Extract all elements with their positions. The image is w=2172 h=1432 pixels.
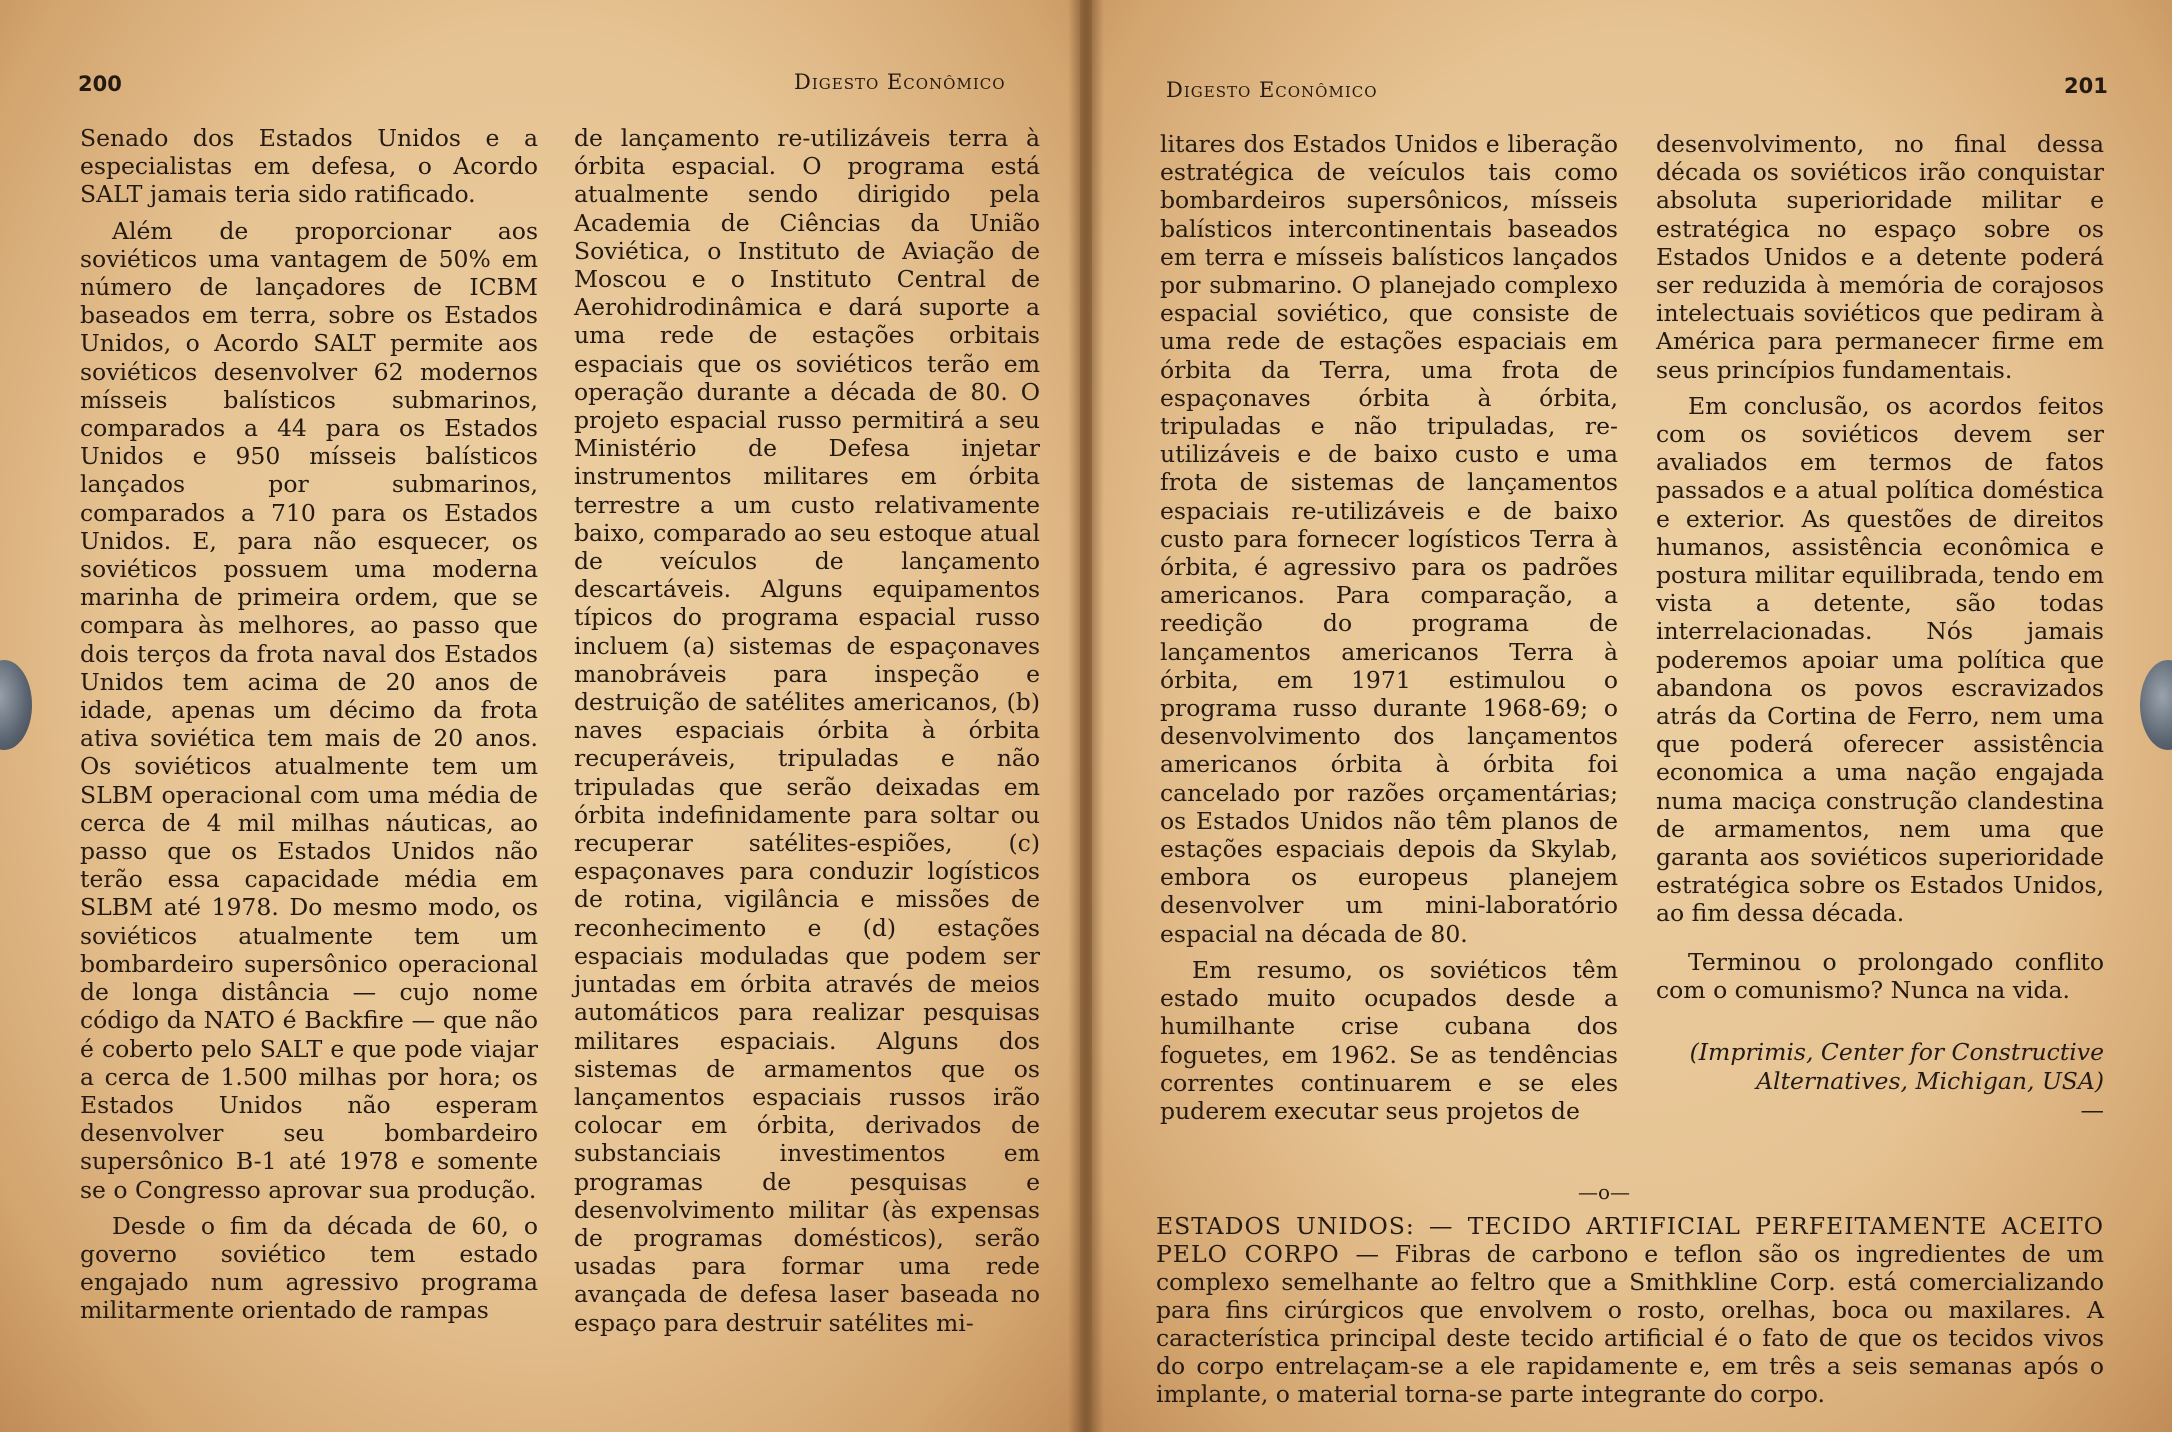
book-gutter [1068,0,1104,1432]
right-column-2 [1656,130,2104,1124]
closing-paragraph: Terminou o prolongado conflito com o comunismo? Nunca na vida. [1656,947,2104,1004]
paragraph: Além de proporcionar aos soviéticos uma vantagem de 50% em número de lançadores de ICBM baseados em terra, sobre os Estados Unidos, o Acordo SALT permite aos soviéticos desenvolver 62 modernos mísseis balísticos submarinos, comparados a 44 para os Estados Unidos e 950 mísseis balísticos lançados por submarinos, comparados a 710 para os Estados Unidos. E, para não esquecer, os soviéticos possuem uma moderna marinha de primeira ordem, que se compara às melhores, ao passo que dois terços da frota naval dos Estados Unidos tem acima de 20 anos de idade, apenas um décimo da frota ativa soviética tem mais de 20 anos. Os soviéticos atualmente tem um SLBM operacional com uma média de cerca de 4 mil milhas náuticas, ao passo que os Estados Unidos não terão essa capacidade média em SLBM até 1978. Do mesmo modo, os soviéticos atualmente tem um bombardeiro supersônico operacional de longa distância — cujo nome código da NATO é Backfire — que não é coberto pelo SALT e que pode viajar a cerca de 1.500 milhas por hora; os Estados Unidos não esperam desenvolver seu bombardeiro supersônico B-1 até 1978 e somente se o Congresso aprovar sua produção. [80,216,538,1204]
paragraph: Desde o fim da década de 60, o governo soviético tem estado engajado num agressivo programa militarmente orientado de rampas [80,1211,538,1325]
left-column-1 [80,124,538,1325]
page-number-right: 201 [2064,74,2108,98]
paragraph: Em conclusão, os acordos feitos com os soviéticos devem ser avaliados em termos de fatos passados e a atual política doméstica e exterior. As questões de direitos humanos, assistência econômica e postura militar equilibrada, tendo em vista a detente, são todas interrelacionadas. Nós jamais poderemos apoiar uma política que abandona os povos escravizados atrás da Cortina de Ferro, nem uma que poderá oferecer assistência economica a uma nação engajada numa maciça construção clandestina de armamentos, nem uma que garanta aos soviéticos superioridade estratégica sobre os Estados Unidos, ao fim dessa década. [1656,391,2104,928]
news-article [1156,1212,2104,1408]
left-column-2 [574,124,1040,1337]
paragraph: litares dos Estados Unidos e liberação estratégica de veículos tais como bombardeiros supersônicos, mísseis balísticos intercontinentais baseados em terra e mísseis balísticos lançados por submarino. O planejado complexo espacial soviético, que consiste de uma rede de estações espaciais em órbita da Terra, uma frota de espaçonaves órbita à órbita, tripuladas e não tripuladas, re-utilizáveis e de baixo custo e uma frota de sistemas de lançamentos espaciais re-utilizáveis e de baixo custo para fornecer logísticos Terra à órbita, é agressivo para os padrões americanos. Para comparação, a reedição do programa de lançamentos americanos Terra à órbita, em 1971 estimulou o programa russo durante 1968-69; o desenvolvimento dos lançamentos americanos órbita à órbita foi cancelado por razões orçamentárias; os Estados Unidos não têm planos de estações espaciais depois da Skylab, embora os europeus planejem desenvolver um mini-laboratório espacial na década de 80. [1160,130,1618,948]
citation [1656,1038,2104,1096]
citation-line: (Imprimis, Center for Constructive [1689,1038,2104,1067]
article-body: — Fibras de carbono e teflon são os ingredientes de um complexo semelhante ao feltro que a Smithkline Corp. está comercializando para fins cirúrgicos que envolvem o rosto, orelhas, boca ou maxilares. A característica principal deste tecido artificial é o fato de que os tecidos vivos do corpo entrelaçam-se a ele rapidamente e, em três a seis semanas após o implante, o material torna-se parte integrante do corpo. [1156,1240,2104,1408]
paragraph: de lançamento re-utilizáveis terra à órbita espacial. O programa está atualmente sendo dirigido pela Academia de Ciências da União Soviética, o Instituto de Aviação de Moscou e o Instituto Central de Aerohidrodinâmica e dará suporte a uma rede de estações orbitais espaciais que os soviéticos terão em operação durante a década de 80. O projeto espacial russo permitirá a seu Ministério de Defesa injetar instrumentos militares em órbita terrestre a um custo relativamente baixo, comparado ao seu estoque atual de veículos de lançamento descartáveis. Alguns equipamentos típicos do programa espacial russo incluem (a) sistemas de espaçonaves manobráveis para inspeção e destruição de satélites americanos, (b) naves espaciais órbita à órbita recuperáveis, tripuladas e não tripuladas que serão deixadas em órbita indefinidamente para soltar ou recuperar satélites-espiões, (c) espaçonaves para conduzir logísticos de rotina, vigilância e missões de reconhecimento e (d) estações espaciais moduladas que podem ser juntadas em órbita através de meios automáticos para realizar pesquisas militares espaciais. Alguns dos sistemas de armamentos que os lançamentos espaciais russos irão colocar em órbita, derivados de substanciais investimentos em programas de pesquisas e desenvolvimento militar (às expensas de programas domésticos), serão usadas para formar uma rede avançada de defesa laser baseada no espaço para destruir satélites mi- [574,124,1040,1337]
article-headline: ESTADOS UNIDOS: — TECIDO ARTIFICIAL PERFEITAMENTE ACEITO PELO CORPO [1156,1212,2104,1268]
citation-line: Alternatives, Michigan, USA) [1756,1067,2104,1096]
paragraph: Senado dos Estados Unidos e a especialistas em defesa, o Acordo SALT jamais teria sido ratificado. [80,124,538,209]
page-number-left: 200 [78,72,122,96]
section-separator: —o— [1578,1180,1631,1204]
paragraph: Em resumo, os soviéticos têm estado muito ocupados desde a humilhante crise cubana dos foguetes, em 1962. Se as tendências correntes continuarem e se eles puderem executar seus projetos de [1160,955,1618,1125]
paragraph: desenvolvimento, no final dessa década os soviéticos irão conquistar absoluta superioridade militar e estratégica no espaço sobre os Estados Unidos e a detente poderá ser reduzida à memória de corajosos intelectuais soviéticos que pediram à América para permanecer firme em seus princípios fundamentais. [1656,130,2104,384]
running-head-left: Digesto Econômico [794,70,1006,94]
running-head-right: Digesto Econômico [1166,78,1378,102]
end-mark: — [2080,1096,2104,1125]
right-column-1 [1160,130,1618,1125]
